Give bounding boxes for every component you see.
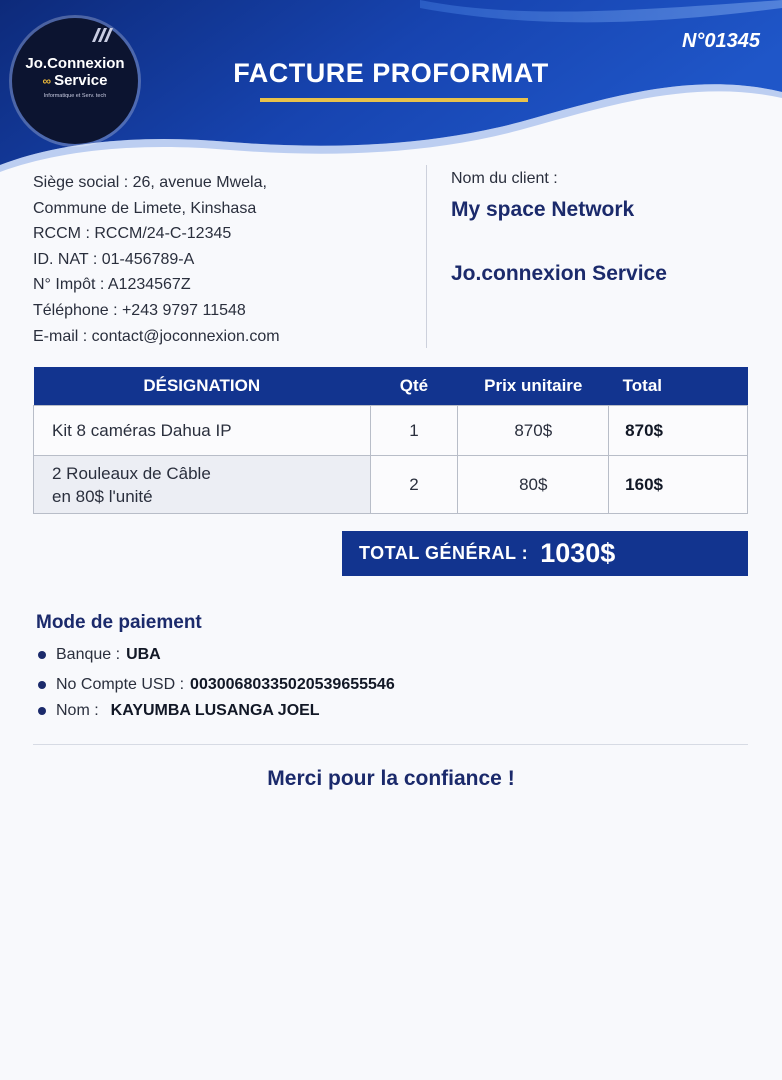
- cell-unit-price: 870$: [458, 406, 609, 456]
- title-underline: [260, 98, 528, 102]
- header-designation: DÉSIGNATION: [34, 367, 371, 406]
- thank-you-message: Merci pour la confiance !: [267, 767, 515, 790]
- client-name-secondary: Jo.connexion Service: [451, 262, 667, 285]
- payment-item-account: No Compte USD : 00300680335020539655546: [38, 676, 395, 694]
- table-header-row: [34, 367, 748, 406]
- horizontal-divider: [33, 744, 748, 745]
- header-unit-price: Prix unitaire: [458, 367, 609, 406]
- company-line: ID. NAT : 01-456789-A: [33, 250, 195, 268]
- logo-line2: ∞ Service: [42, 72, 108, 89]
- company-email: E-mail : contact@joconnexion.com: [33, 327, 280, 345]
- company-line: N° Impôt : A1234567Z: [33, 276, 191, 294]
- company-line: Siège social : 26, avenue Mwela,: [33, 174, 267, 191]
- cell-total: 870$: [609, 406, 748, 456]
- client-label: Nom du client :: [451, 170, 558, 187]
- designation-line2: en 80$ l'unité: [52, 486, 153, 506]
- bullet-icon: [38, 707, 46, 715]
- logo-rings-icon: ∞: [42, 74, 52, 88]
- logo-tagline: Informatique et Serv. tech: [43, 93, 107, 99]
- cell-designation: [34, 456, 371, 514]
- table-row: [34, 456, 748, 514]
- payment-item-bank: Banque : UBA: [38, 646, 161, 664]
- header-banner: [0, 0, 782, 175]
- company-line: Commune de Limete, Kinshasa: [33, 199, 257, 217]
- header-total: Total: [609, 367, 748, 406]
- cell-qty: 1: [370, 406, 458, 456]
- header-qty: Qté: [370, 367, 458, 406]
- cell-designation: Kit 8 caméras Dahua IP: [34, 406, 371, 456]
- client-name: My space Network: [451, 198, 635, 221]
- company-info: [33, 170, 280, 349]
- vertical-divider: [426, 165, 427, 348]
- page-title: FACTURE PROFORMAT: [233, 58, 549, 88]
- company-line: RCCM : RCCM/24-C-12345: [33, 225, 232, 243]
- cell-total: 160$: [609, 456, 748, 514]
- designation-line1: 2 Rouleaux de Câble: [52, 463, 211, 483]
- payment-title: Mode de paiement: [36, 612, 202, 633]
- bullet-icon: [38, 651, 46, 659]
- grand-total-box: [342, 531, 748, 576]
- invoice-number: N°01345: [681, 30, 760, 52]
- payment-item-name: Nom : KAYUMBA LUSANGA JOEL: [38, 702, 320, 720]
- grand-total-label: TOTAL GÉNÉRAL :: [359, 543, 529, 563]
- cell-qty: 2: [370, 456, 458, 514]
- cell-unit-price: 80$: [458, 456, 609, 514]
- bullet-icon: [38, 681, 46, 689]
- table-row: [34, 406, 748, 456]
- company-line: Téléphone : +243 9797 11548: [33, 301, 246, 319]
- logo-stripes-icon: [90, 28, 114, 42]
- items-table: [33, 367, 748, 514]
- logo-line1: Jo.Connexion: [25, 55, 125, 72]
- grand-total-value: 1030$: [540, 538, 616, 568]
